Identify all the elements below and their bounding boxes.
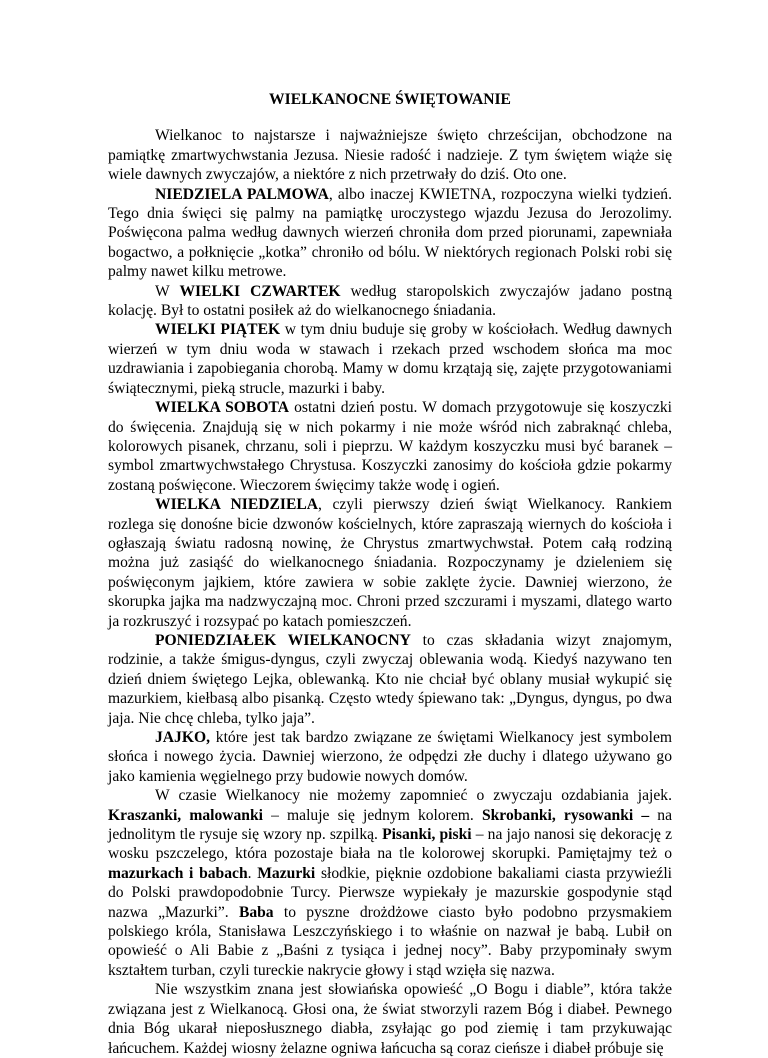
bold-text-run: JAJKO, [155, 729, 211, 746]
paragraph [108, 728, 672, 786]
bold-text-run: Kraszanki, malowanki [108, 806, 263, 824]
text-run: w tym dniu buduje się groby w kościołach. Według dawnych wierzeń w tym dniu woda w stawach i rzekach przed wschodem słońca ma moc uzdrawiania i zapobiegania chorobą. Mamy w domu krzątają się, zajęte przygotowaniami świątecznymi, pieką strucle, mazurki i baby. [108, 321, 672, 397]
bold-text-run: WIELKA SOBOTA [155, 399, 289, 417]
paragraph [108, 398, 672, 495]
bold-text-run: PONIEDZIAŁEK WIELKANOCNY [155, 631, 411, 649]
text-run: – na jajo nanosi się dekorację z wosku pszczelego, która pozostaje biała na tle kolorowej skorupki. Pamiętajmy też o [108, 826, 673, 863]
text-run: Nie wszystkim znana jest słowiańska opowieść „O Bogu i diable”, która także związana jest z Wielkanocą. Głosi ona, że świat stworzyli razem Bóg i diabeł. Pewnego dnia Bóg ukarał nieposłusznego diabła, zsyłając go pod ziemię i tam przykuwając łańcuchem. Każdej wiosny żelazne ogniwa łańcucha są coraz cieńsze i diabeł próbuje się [108, 981, 672, 1057]
text-run: W [155, 282, 180, 300]
paragraph [108, 282, 672, 321]
bold-text-run: WIELKI PIĄTEK [155, 321, 281, 339]
text-run: to czas składania wizyt znajomym, rodzinie, a także śmigus-dyngus, czyli zwyczaj oblewania wodą. Kiedyś nazywano ten dzień dniem świętego Lejka, oblewanką. Kto nie chciał być oblany musiał wykupić się mazurkiem, kiełbasą albo pisanką. Często wtedy śpiewano tak: „Dyngus, dyngus, po dwa jaja. Nie chcę chleba, tylko jaja”. [108, 631, 672, 727]
bold-text-run: Pisanki, piski [382, 826, 472, 844]
paragraph [108, 185, 672, 282]
text-run: , albo inaczej KWIETNA, rozpoczyna wielki tydzień. Tego dnia święci się palmy na pamiątkę uroczystego wjazdu Jezusa do Jerozolimy. Poświęcona palma według dawnych wierzeń chroniła dom przed piorunami, zapewniała bogactwo, a połknięcie „kotka” chroniło od bólu. W niektórych regionach Polski robi się palmy nawet kilku metrowe. [108, 185, 672, 281]
text-run: to pyszne drożdżowe ciasto było podobno przysmakiem polskiego króla, Stanisława Leszczyńskiego i to właśnie on nazwał je babą. Lubił on opowieść o Ali Babie z „Baśni z tysiąca i jednej nocy”. Baby przypominały swym kształtem turban, czyli tureckie nakrycie głowy i stąd wzięła się nazwa. [108, 903, 673, 979]
text-run: na jednolitym tle rysuje się wzory np. szpilką. [108, 806, 672, 844]
text-run: . [247, 864, 258, 882]
text-run: Wielkanoc to najstarsze i najważniejsze święto chrześcijan, obchodzone na pamiątkę zmartwychwstania Jezusa. Niesie radość i nadzieje. Z tym świętem wiąże się wiele dawnych zwyczajów, a niektóre z nich przetrwały do dziś. Oto one. [108, 127, 672, 184]
bold-text-run: NIEDZIELA PALMOWA [155, 185, 329, 203]
document-title: WIELKANOCNE ŚWIĘTOWANIE [269, 91, 511, 108]
text-run: W czasie Wielkanocy nie możemy zapomnieć o zwyczaju ozdabiania jajek. [155, 787, 672, 805]
paragraph [108, 631, 672, 728]
paragraph [108, 320, 672, 398]
text-run: według staropolskich zwyczajów jadano postną kolację. Był to ostatni posiłek aż do wielkanocnego śniadania. [108, 282, 672, 320]
text-run: ostatni dzień postu. W domach przygotowuje się koszyczki do święcenia. Znajdują się w nich pokarmy i nie może wśród nich zabraknąć chleba, kolorowych pisanek, chrzanu, soli i pieprzu. W każdym koszyczku musi być baranek – symbol zmartwychwstałego Chrystusa. Koszyczki zanosimy do kościoła gdzie pokarmy zostaną poświęcone. Wieczorem święcimy także wodę i ogień. [108, 399, 672, 494]
text-run: – maluje się jednym kolorem. [263, 806, 482, 824]
bold-text-run: Mazurki [257, 864, 316, 882]
bold-text-run: WIELKA NIEDZIELA [155, 496, 319, 514]
bold-text-run: WIELKI CZWARTEK [179, 282, 341, 300]
text-run: słodkie, pięknie ozdobione bakaliami ciasta przywieźli do Polski prawdopodobnie Turcy. Pierwsze wypiekały je mazurskie gospodynie stąd nazwa „Mazurki”. [108, 864, 673, 921]
bold-text-run: Skrobanki, rysowanki – [481, 806, 650, 824]
paragraph [108, 126, 672, 184]
bold-text-run: mazurkach i babach [108, 864, 248, 882]
document-page [108, 90, 672, 1058]
document-body [108, 126, 672, 1058]
text-run: które jest tak bardzo związane ze świętami Wielkanocy jest symbolem słońca i nowego życia. Dawniej wierzono, że odpędzi złe duchy i dlatego używano go jako kamienia węgielnego przy budowie nowych domów. [108, 729, 672, 785]
paragraph [108, 980, 672, 1058]
paragraph [108, 786, 672, 980]
paragraph [108, 495, 672, 631]
bold-text-run: Baba [238, 903, 274, 921]
text-run: , czyli pierwszy dzień świąt Wielkanocy. Rankiem rozlega się donośne bicie dzwonów kościelnych, które zapraszają wiernych do kościoła i ogłaszają światu radosną nowinę, że Chrystus zmartwychwstał. Potem całą rodziną można już zasiąść do wielkanocnego śniadania. Rozpoczynamy je dzieleniem się poświęconym jajkiem, które zawiera w sobie zaklęte życie. Dawniej wierzono, że skorupka jajka ma nadzwyczajną moc. Chroni przed szczurami i myszami, dlatego warto ja rozkruszyć i rozsypać po katach pomieszczeń. [108, 496, 672, 630]
